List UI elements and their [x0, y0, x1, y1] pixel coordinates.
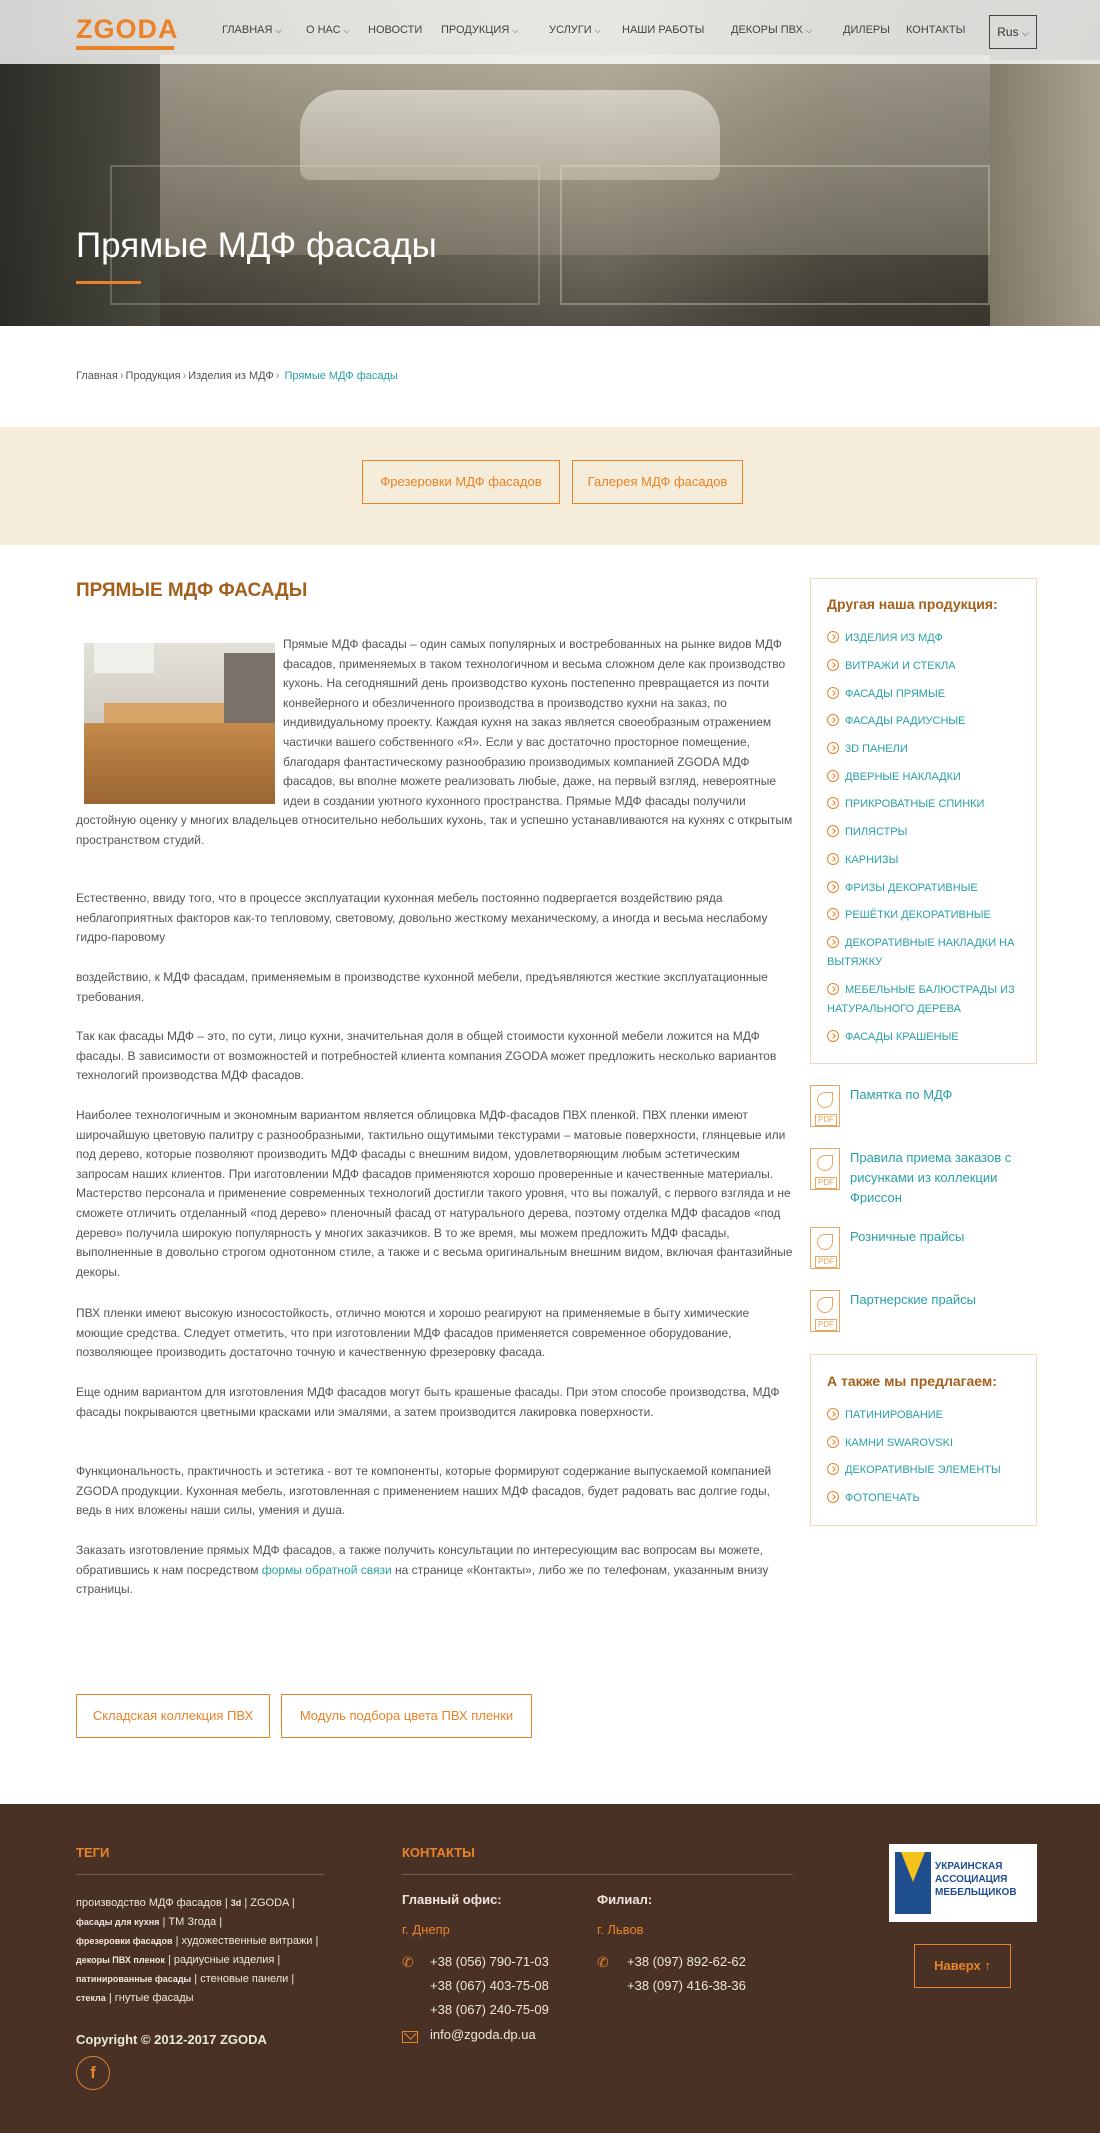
zgoda-logo[interactable]: ZGODA	[76, 14, 174, 50]
tag-link[interactable]: фасады для кухня	[76, 1917, 160, 1927]
feedback-form-link[interactable]: формы обратной связи	[261, 1562, 392, 1577]
contacts-title: КОНТАКТЫ	[402, 1845, 475, 1860]
paragraph-9: Заказать изготовление прямых МДФ фасадов, а также получить консультации по интересующим вас вопросам вы можете, обратившись к нам посредством формы обратной связи на странице «Контакты», либо же по телефонам, указанным внизу страницы.	[76, 1543, 769, 1597]
page-title: Прямые МДФ фасады	[76, 226, 437, 265]
main-phone-2[interactable]: +38 (067) 403-75-08	[430, 1978, 549, 1993]
chevron-right-icon: ›	[275, 370, 280, 382]
nav-item-news[interactable]: НОВОСТИ	[368, 24, 423, 36]
paragraph-2: Естественно, ввиду того, что в процессе эксплуатации кухонная мебель постоянно подвергается воздействию ряда неблагоприятных факторов как-то тепловому, световому, довольно жесткому механическому, а иногда и весьма неслабому гидро-паровому	[76, 891, 768, 945]
sidebar-item-door-overlays[interactable]: ДВЕРНЫЕ НАКЛАДКИ	[827, 768, 1027, 787]
sidebar-item-cornices[interactable]: КАРНИЗЫ	[827, 851, 1027, 870]
chevron-down-icon: ⌵	[275, 26, 282, 35]
main-office-city: г. Днепр	[402, 1922, 450, 1937]
pdf-link-retail-prices[interactable]: PDF Розничные прайсы	[810, 1227, 1037, 1271]
chevron-circle-icon	[827, 1408, 839, 1420]
nav-item-services[interactable]: УСЛУГИ ⌵	[549, 24, 601, 36]
tag-link[interactable]: фрезеровки фасадов	[76, 1936, 173, 1946]
association-logo[interactable]: УКРАИНСКАЯ АССОЦИАЦИЯ МЕБЕЛЬЩИКОВ	[889, 1844, 1037, 1922]
sidebar-item-stained-glass[interactable]: ВИТРАЖИ И СТЕКЛА	[827, 657, 1027, 676]
copyright: Copyright © 2012-2017 ZGODA	[76, 2032, 267, 2047]
nav-item-contacts[interactable]: КОНТАКТЫ	[906, 24, 966, 36]
paragraph-4: Так как фасады МДФ – это, по сути, лицо кухни, значительная доля в общей стоимости кухонной мебели ложится на МДФ фасады. В зависимости от возможностей и потребностей клиента компания ZGODA может предложить несколько вариантов технологий производства МДФ фасадов.	[76, 1029, 777, 1083]
pdf-link-mdf-memo[interactable]: PDF Памятка по МДФ	[810, 1085, 1037, 1129]
category-buttons-band	[0, 427, 1100, 545]
other-products-box	[810, 578, 1037, 1064]
tag-link[interactable]: гнутые фасады	[114, 1992, 194, 2004]
offer-item-decor-elements[interactable]: ДЕКОРАТИВНЫЕ ЭЛЕМЕНТЫ	[827, 1461, 1027, 1480]
breadcrumb-home[interactable]: Главная	[76, 370, 118, 382]
pdf-icon: PDF	[810, 1290, 840, 1332]
pdf-link-partner-prices[interactable]: PDF Партнерские прайсы	[810, 1290, 1037, 1334]
sidebar-item-radius-facades[interactable]: ФАСАДЫ РАДИУСНЫЕ	[827, 712, 1027, 731]
top-navigation-bar	[0, 0, 1100, 64]
sidebar-item-mdf[interactable]: ИЗДЕЛИЯ ИЗ МДФ	[827, 629, 1027, 648]
other-products-title: Другая наша продукция:	[827, 596, 998, 612]
breadcrumb-mdf[interactable]: Изделия из МДФ	[188, 370, 274, 382]
main-phone-3[interactable]: +38 (067) 240-75-09	[430, 2002, 549, 2017]
sidebar-item-friezes[interactable]: ФРИЗЫ ДЕКОРАТИВНЫЕ	[827, 879, 1027, 898]
chevron-circle-icon	[827, 1030, 839, 1042]
gallery-button[interactable]: Галерея МДФ фасадов	[572, 460, 743, 504]
chevron-circle-icon	[827, 770, 839, 782]
tag-link[interactable]: художественные витражи	[181, 1935, 313, 1947]
pdf-icon: PDF	[810, 1227, 840, 1269]
chevron-circle-icon	[827, 908, 839, 920]
tag-link[interactable]: радиусные изделия	[173, 1954, 275, 1966]
back-to-top-button[interactable]: Наверх ↑	[914, 1944, 1011, 1988]
main-phone-1[interactable]: +38 (056) 790-71-03	[430, 1954, 549, 1969]
kitchen-image	[84, 643, 275, 804]
nav-item-products[interactable]: ПРОДУКЦИЯ ⌵	[441, 24, 519, 36]
paragraph-6: ПВХ пленки имеют высокую износостойкость, отлично моются и хорошо реагируют на применяемые в быту химические моющие средства. Следует отметить, что при изготовлении МДФ фасадов применяется современное оборудование, позволяющее производить достаточно точную и качественную фрезеровку фасада.	[76, 1306, 750, 1360]
sidebar-item-hood-overlays[interactable]: ДЕКОРАТИВНЫЕ НАКЛАДКИ НА ВЫТЯЖКУ	[827, 937, 1015, 968]
branch-phone-2[interactable]: +38 (097) 416-38-36	[627, 1978, 746, 1993]
chevron-circle-icon	[827, 936, 839, 948]
branch-phone-1[interactable]: +38 (097) 892-62-62	[627, 1954, 746, 1969]
offer-item-patina[interactable]: ПАТИНИРОВАНИЕ	[827, 1406, 1027, 1425]
sidebar-item-pilasters[interactable]: ПИЛЯСТРЫ	[827, 823, 1027, 842]
pdf-link-order-rules[interactable]: PDF Правила приема заказов с рисунками из коллекции Фриссон	[810, 1148, 1037, 1208]
chevron-down-icon: ⌵	[1021, 28, 1029, 38]
paragraph-1: Прямые МДФ фасады – один самых популярных и востребованных на рынке видов МДФ фасадов, применяемых в таком технологичном и весьма сложном деле как производство кухонь. На сегодняшний день производство кухонь постепенно превращается из почти конвейерного и обезличенного производства в производство кухни на заказ, по индивидуальному проекту. Каждая кухня на заказ является своеобразным отражением частички вашего собственного «Я». Если у вас достаточно просторное помещение, благодаря фантастическому разнообразию производимых компанией ZGODA МДФ фасадов, вы вполне можете реализовать любые, даже, на первый взгляд, невероятные идеи в создании уютного кухонного пространства. Прямые МДФ фасады получили достойную оценку у многих владельцев относительно небольших кухонь, так и успешно устанавливаются на кухнях с открытым пространством студий.	[76, 637, 793, 847]
chevron-down-icon: ⌵	[343, 26, 350, 35]
chevron-right-icon: ›	[182, 370, 187, 382]
tag-link[interactable]: производство МДФ фасадов	[76, 1897, 222, 1909]
sidebar-item-3d-panels[interactable]: 3D ПАНЕЛИ	[827, 740, 1027, 759]
sidebar-item-straight-facades[interactable]: ФАСАДЫ ПРЯМЫЕ	[827, 685, 1027, 704]
paragraph-8: Функциональность, практичность и эстетика - вот те компоненты, которые формируют содержание выпускаемой компанией ZGODA продукции. Кухонная мебель, изготовленная с применением наших МДФ фасадов, будет радовать вас долгие годы, ведь в них вложены наши силы, умения и душа.	[76, 1464, 772, 1518]
chevron-right-icon: ›	[119, 370, 124, 382]
content-title: ПРЯМЫЕ МДФ ФАСАДЫ	[76, 580, 308, 601]
milling-button[interactable]: Фрезеровки МДФ фасадов	[362, 460, 560, 504]
tag-link[interactable]: стеновые панели	[200, 1973, 289, 1985]
chevron-down-icon: ⌵	[805, 26, 812, 35]
chevron-circle-icon	[827, 659, 839, 671]
tag-link[interactable]: ZGODA	[250, 1897, 289, 1909]
facebook-icon[interactable]: f	[76, 2056, 110, 2090]
chevron-circle-icon	[827, 797, 839, 809]
branch-label: Филиал:	[597, 1892, 653, 1907]
nav-item-about[interactable]: О НАС ⌵	[306, 24, 350, 36]
chevron-circle-icon	[827, 1491, 839, 1503]
chevron-circle-icon	[827, 881, 839, 893]
breadcrumb-current: Прямые МДФ фасады	[284, 370, 398, 382]
also-offer-title: А также мы предлагаем:	[827, 1373, 997, 1389]
breadcrumb	[76, 370, 398, 382]
chevron-circle-icon	[827, 714, 839, 726]
tag-link[interactable]: патинированные фасады	[76, 1974, 192, 1984]
offer-item-swarovski[interactable]: КАМНИ SWAROVSKI	[827, 1434, 1027, 1453]
nav-item-dealers[interactable]: ДИЛЕРЫ	[843, 24, 890, 36]
chevron-circle-icon	[827, 1463, 839, 1475]
pdf-icon: PDF	[810, 1148, 840, 1190]
sidebar-item-balustrades[interactable]: МЕБЕЛЬНЫЕ БАЛЮСТРАДЫ ИЗ НАТУРАЛЬНОГО ДЕРЕВА	[827, 984, 1015, 1015]
phone-icon: ✆	[402, 1954, 414, 1970]
chevron-circle-icon	[827, 631, 839, 643]
tag-link[interactable]: декоры ПВХ пленок	[76, 1955, 165, 1965]
also-offer-box	[810, 1354, 1037, 1526]
pvc-stock-collection-button[interactable]: Складская коллекция ПВХ	[76, 1694, 270, 1738]
sidebar-item-painted-facades[interactable]: ФАСАДЫ КРАШЕНЫЕ	[827, 1028, 1027, 1047]
title-underline	[76, 281, 141, 284]
arrow-up-icon: ↑	[984, 1958, 991, 1973]
chevron-down-icon: ⌵	[512, 26, 519, 35]
language-select[interactable]: Rus ⌵	[989, 15, 1037, 49]
phone-icon: ✆	[597, 1954, 609, 1970]
nav-item-home[interactable]: ГЛАВНАЯ ⌵	[222, 24, 282, 36]
chevron-circle-icon	[827, 742, 839, 754]
breadcrumb-products[interactable]: Продукция	[125, 370, 181, 382]
tag-link[interactable]: ТМ Згода	[168, 1916, 217, 1928]
tag-link[interactable]: стекла	[76, 1993, 106, 2003]
tag-cloud: производство МДФ фасадов | 3d | ZGODA | фасады для кухня | ТМ Згода | фрезеровки фасадов | художественные витражи | декоры ПВХ пленок | радиусные изделия | патинированные фасады | стеновые панели | стекла | гнутые фасады	[76, 1897, 319, 2004]
chevron-circle-icon	[827, 853, 839, 865]
email-link[interactable]: info@zgoda.dp.ua	[430, 2027, 536, 2042]
pvc-color-module-button[interactable]: Модуль подбора цвета ПВХ пленки	[281, 1694, 532, 1738]
paragraph-7: Еще одним вариантом для изготовления МДФ фасадов могут быть крашеные фасады. При этом способе производства, МДФ фасады покрываются цветными красками или эмалями, а затем производится лакировка поверхности.	[76, 1385, 780, 1419]
paragraph-3: воздействию, к МДФ фасадам, применяемым в производстве кухонной мебели, предъявляются жесткие эксплуатационные требования.	[76, 970, 768, 1004]
sidebar-item-grilles[interactable]: РЕШЁТКИ ДЕКОРАТИВНЫЕ	[827, 906, 1027, 925]
chevron-circle-icon	[827, 983, 839, 995]
chevron-circle-icon	[827, 825, 839, 837]
pdf-icon: PDF	[810, 1085, 840, 1127]
chevron-down-icon: ⌵	[594, 26, 601, 35]
nav-item-pvc-decors[interactable]: ДЕКОРЫ ПВХ ⌵	[731, 24, 812, 36]
branch-city: г. Львов	[597, 1922, 644, 1937]
sidebar-item-headboards[interactable]: ПРИКРОВАТНЫЕ СПИНКИ	[827, 795, 1027, 814]
tags-title: ТЕГИ	[76, 1845, 110, 1860]
offer-item-photoprint[interactable]: ФОТОПЕЧАТЬ	[827, 1489, 1027, 1508]
tag-link[interactable]: 3d	[230, 1898, 242, 1908]
chevron-circle-icon	[827, 687, 839, 699]
paragraph-5: Наиболее технологичным и экономным вариантом является облицовка МДФ-фасадов ПВХ пленкой. ПВХ пленки имеют широчайшую цветовую палитру с разнообразными, тактильно ощутимыми текстурами – матовые поверхности, глянцевые или под дерево, которые позволяют производить МДФ фасады с внешним видом, удовлетворяющим любым эстетическим запросам наших клиентов. При изготовлении МДФ фасадов применяются хорошо проверенные и качественные материалы. Мастерство персонала и применение современных технологий достигли такого уровня, что вы пожалуй, с первого взгляда и не сможете отличить отделанный «под дерево» пленочный фасад от натурального дерева, поэтому отделка МДФ фасадов «под дерево» получила широкую популярность у многих заказчиков. В то же время, мы можем предложить МДФ фасады, выполненные в довольно строгом однотонном стиле, а также и с весьма оригинальным внешним видом, включая фантазийные декоры.	[76, 1108, 793, 1279]
nav-item-works[interactable]: НАШИ РАБОТЫ	[622, 24, 705, 36]
mail-icon	[402, 2031, 418, 2043]
footer	[0, 1804, 1100, 2133]
chevron-circle-icon	[827, 1436, 839, 1448]
main-office-label: Главный офис:	[402, 1892, 502, 1907]
hero-banner	[0, 0, 1100, 326]
